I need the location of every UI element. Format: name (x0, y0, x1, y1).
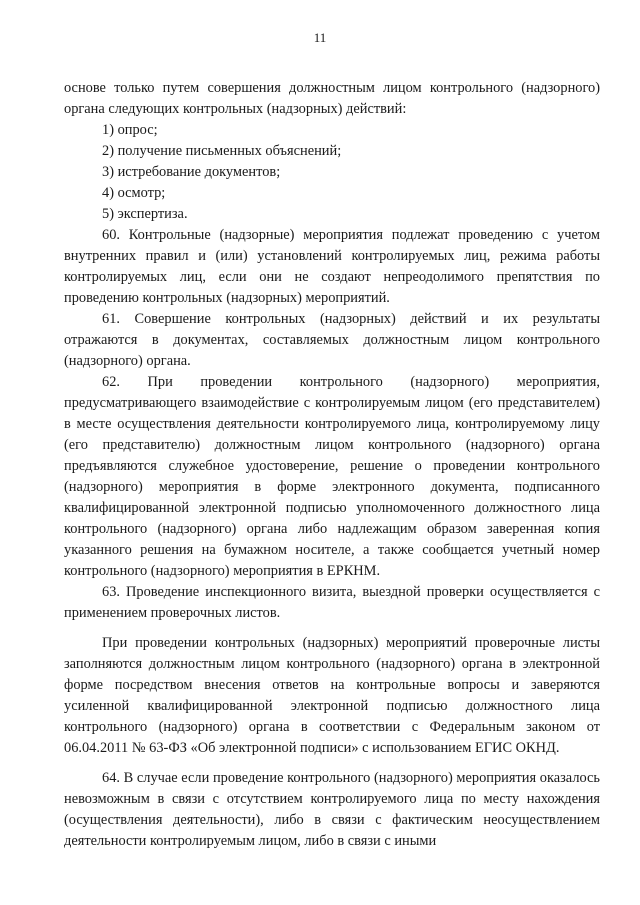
list-item: 5) экспертиза. (102, 206, 188, 222)
paragraph-61: 61. Совершение контрольных (надзорных) действий и их результаты отражаются в документах, составляемых должностным лицом контрольного (надзорного) органа. (64, 311, 600, 369)
list-item: 3) истребование документов; (102, 164, 281, 180)
paragraph-63: 63. Проведение инспекционного визита, выездной проверки осуществляется с применением проверочных листов. (64, 584, 600, 621)
list-item: 1) опрос; (102, 122, 158, 138)
document-body (64, 78, 600, 852)
list-item: 4) осмотр; (102, 185, 166, 201)
list-item: 2) получение письменных объяснений; (102, 143, 342, 159)
paragraph-64: 64. В случае если проведение контрольного (надзорного) мероприятия оказалось невозможным в связи с отсутствием контролируемого лица по месту нахождения (осуществления деятельности), либо в связи с фактическим неосуществлением деятельности контролируемым лицом, либо в связи с иными (64, 770, 600, 849)
paragraph-intro: основе только путем совершения должностным лицом контрольного (надзорного) органа следующих контрольных (надзорных) действий: (64, 80, 600, 117)
paragraph-60: 60. Контрольные (надзорные) мероприятия подлежат проведению с учетом внутренних правил и (или) установлений контролируемых лиц, режима работы контролируемых лиц, если они не создают непреодолимого препятствия по проведению контрольных (надзорных) мероприятий. (64, 227, 600, 306)
actions-list (64, 120, 600, 225)
paragraph-63-continued: При проведении контрольных (надзорных) мероприятий проверочные листы заполняются должностным лицом контрольного (надзорного) органа в электронной форме посредством внесения ответов на контрольные вопросы и заверяются усиленной квалифицированной электронной подписью должностного лица контрольного (надзорного) органа в соответствии с Федеральным законом от 06.04.2011 № 63-ФЗ «Об электронной подписи» с использованием ЕГИС ОКНД. (64, 635, 600, 756)
paragraph-62: 62. При проведении контрольного (надзорного) мероприятия, предусматривающего взаимодействие с контролируемым лицом (его представителем) в месте осуществления деятельности контролируемого лица, контролируемому лицу (его представителю) должностным лицом контрольного (надзорного) органа предъявляются служебное удостоверение, решение о проведении контрольного (надзорного) мероприятия в форме электронного документа, подписанного квалифицированной электронной подписью уполномоченного должностного лица контрольного (надзорного) органа либо надлежащим образом заверенная копия указанного решения на бумажном носителе, а также сообщается учетный номер контрольного (надзорного) мероприятия в ЕРКНМ. (64, 374, 600, 579)
page-number: 11 (313, 30, 327, 45)
